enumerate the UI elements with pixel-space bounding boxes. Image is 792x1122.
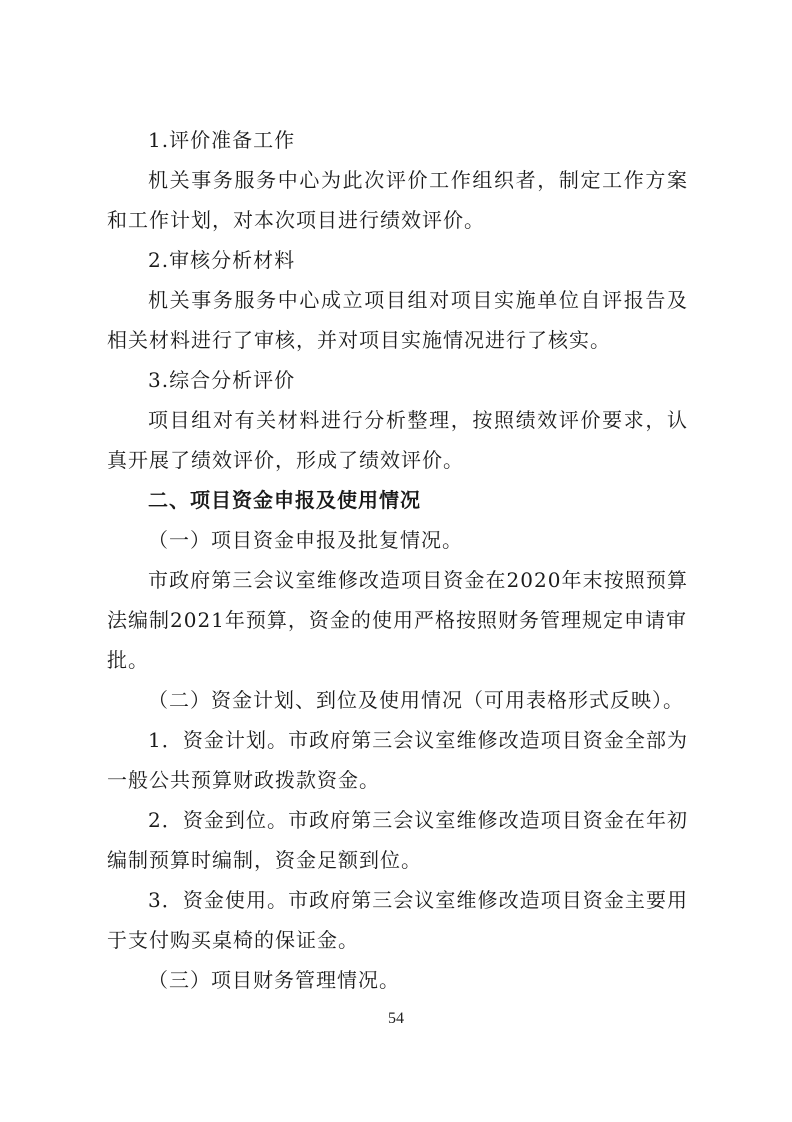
paragraph-line: 相关材料进行了审核，并对项目实施情况进行了核实。 (107, 328, 611, 352)
subsection-heading-3: （三）项目财务管理情况。 (148, 968, 400, 992)
paragraph-line: 市政府第三会议室维修改造项目资金在2020年末按照预算 (148, 568, 688, 592)
paragraph-line: 机关事务服务中心成立项目组对项目实施单位自评报告及 (148, 288, 688, 312)
subsection-heading-1: （一）项目资金申报及批复情况。 (148, 528, 463, 552)
subsection-heading-2: （二）资金计划、到位及使用情况（可用表格形式反映）。 (148, 688, 684, 712)
paragraph-line: 机关事务服务中心为此次评价工作组织者，制定工作方案 (148, 168, 688, 192)
paragraph-line: 于支付购买桌椅的保证金。 (107, 928, 359, 952)
paragraph-line: 法编制2021年预算，资金的使用严格按照财务管理规定申请审 (107, 608, 687, 632)
paragraph-line: 一般公共预算财政拨款资金。 (107, 768, 380, 792)
paragraph-line: 真开展了绩效评价，形成了绩效评价。 (107, 448, 464, 472)
paragraph-line: 和工作计划，对本次项目进行绩效评价。 (107, 208, 485, 232)
paragraph-line: 3．资金使用。市政府第三会议室维修改造项目资金主要用 (148, 888, 688, 912)
paragraph-line: 项目组对有关材料进行分析整理，按照绩效评价要求，认 (148, 408, 688, 432)
subheading-comprehensive-analysis: 3.综合分析评价 (148, 368, 296, 392)
paragraph-line: 批。 (107, 648, 149, 672)
paragraph-line: 1．资金计划。市政府第三会议室维修改造项目资金全部为 (148, 728, 688, 752)
subheading-evaluation-prep: 1.评价准备工作 (148, 128, 296, 152)
paragraph-line: 2．资金到位。市政府第三会议室维修改造项目资金在年初 (148, 808, 688, 832)
subheading-review-materials: 2.审核分析材料 (148, 248, 296, 272)
paragraph-line: 编制预算时编制，资金足额到位。 (107, 848, 422, 872)
section-heading-funding: 二、项目资金申报及使用情况 (148, 488, 421, 512)
page-number: 54 (388, 1010, 404, 1027)
